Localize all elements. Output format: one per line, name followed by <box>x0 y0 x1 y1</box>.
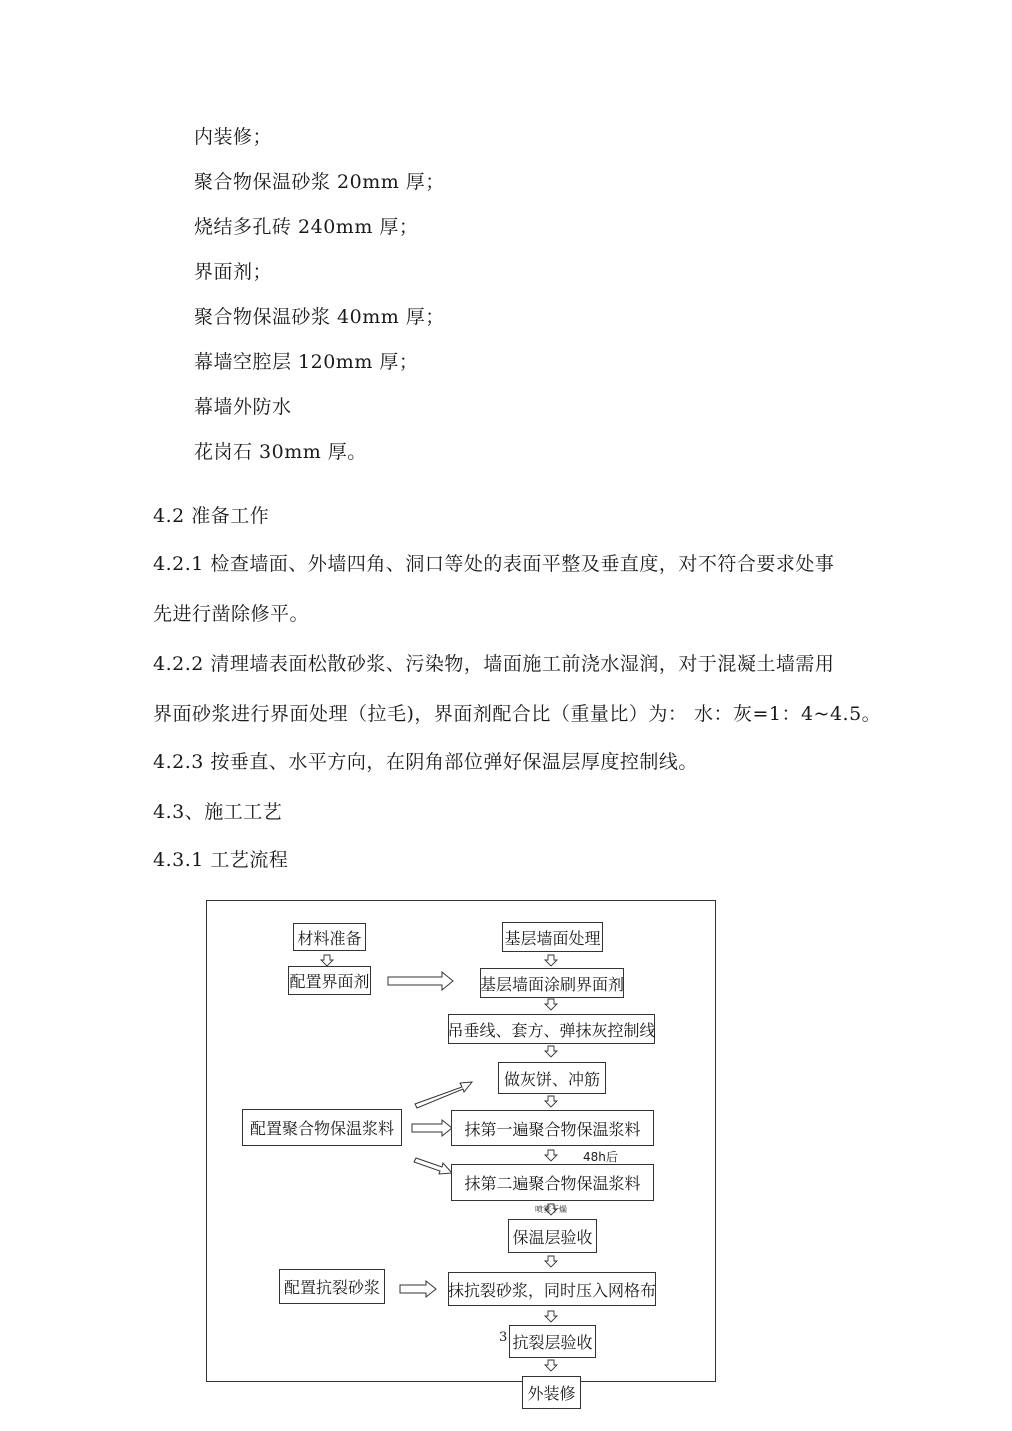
flow-box-materials: 材料准备 <box>293 923 366 951</box>
layer-1: 内装修； <box>194 126 273 148</box>
down-arrow-icon <box>321 955 333 966</box>
right-arrow-icon <box>412 1120 452 1136</box>
process-flowchart <box>206 900 716 1382</box>
paragraph-4-2-1-line-1: 4.2.1 检查墙面、外墙四角、洞口等处的表面平整及垂直度，对不符合要求处事 <box>153 553 835 575</box>
section-4-3-1-heading: 4.3.1 工艺流程 <box>153 849 289 871</box>
layer-7: 幕墙外防水 <box>194 396 292 418</box>
flow-step-10: 外装修 <box>522 1376 581 1409</box>
flow-box-agent: 配置界面剂 <box>288 966 371 995</box>
flow-step-8: 抹抗裂砂浆，同时压入网格布 <box>448 1272 656 1306</box>
down-arrow-icon <box>545 1311 557 1322</box>
layer-6: 幕墙空腔层 120mm 厚； <box>194 351 419 373</box>
note-dry: 喷雾干燥 <box>535 1205 567 1214</box>
flow-box-crack-mortar: 配置抗裂砂浆 <box>279 1269 385 1304</box>
down-arrow-icon <box>545 1360 557 1371</box>
flow-step-1: 基层墙面处理 <box>502 922 603 952</box>
layer-3: 烧结多孔砖 240mm 厚； <box>194 216 419 238</box>
flow-step-6: 抹第二遍聚合物保温浆料 <box>451 1164 654 1201</box>
down-arrow-icon <box>545 999 557 1010</box>
diagonal-up-arrow-icon <box>415 1082 472 1108</box>
section-4-3-heading: 4.3、施工工艺 <box>153 801 283 823</box>
flow-step-5: 抹第一遍聚合物保温浆料 <box>451 1110 654 1146</box>
paragraph-4-2-2-line-2: 界面砂浆进行界面处理（拉毛)，界面剂配合比（重量比）为： 水：灰=1：4~4.5。 <box>153 703 882 725</box>
layer-4: 界面剂； <box>194 261 273 283</box>
down-arrow-icon <box>545 1256 557 1267</box>
flow-step-4: 做灰饼、冲筋 <box>498 1062 606 1094</box>
right-arrow-icon <box>388 972 453 990</box>
layer-8: 花岗石 30mm 厚。 <box>194 441 367 463</box>
paragraph-4-2-2-line-1: 4.2.2 清理墙表面松散砂浆、污染物，墙面施工前浇水湿润，对于混凝土墙需用 <box>153 653 835 675</box>
paragraph-4-2-1-line-2: 先进行凿除修平。 <box>153 603 310 625</box>
section-4-2-heading: 4.2 准备工作 <box>153 505 270 527</box>
right-arrow-icon <box>400 1281 436 1297</box>
layer-2: 聚合物保温砂浆 20mm 厚； <box>194 171 445 193</box>
layer-5: 聚合物保温砂浆 40mm 厚； <box>194 306 445 328</box>
note-48h: 48h后 <box>583 1150 618 1164</box>
flow-step-9: 抗裂层验收 <box>509 1325 596 1358</box>
down-arrow-icon <box>545 1096 557 1107</box>
flow-box-mortar: 配置聚合物保温浆料 <box>242 1109 402 1146</box>
diagonal-down-arrow-icon <box>414 1158 452 1174</box>
down-arrow-icon <box>545 1046 557 1057</box>
flow-step-3: 吊垂线、套方、弹抹灰控制线 <box>448 1014 655 1044</box>
down-arrow-icon <box>545 1150 557 1161</box>
flow-step-7: 保温层验收 <box>508 1219 597 1253</box>
down-arrow-icon <box>545 955 557 966</box>
flow-step-2: 基层墙面涂刷界面剂 <box>480 968 624 998</box>
paragraph-4-2-3: 4.2.3 按垂直、水平方向，在阴角部位弹好保温层厚度控制线。 <box>153 751 698 773</box>
page-number: 3 <box>499 1330 508 1345</box>
